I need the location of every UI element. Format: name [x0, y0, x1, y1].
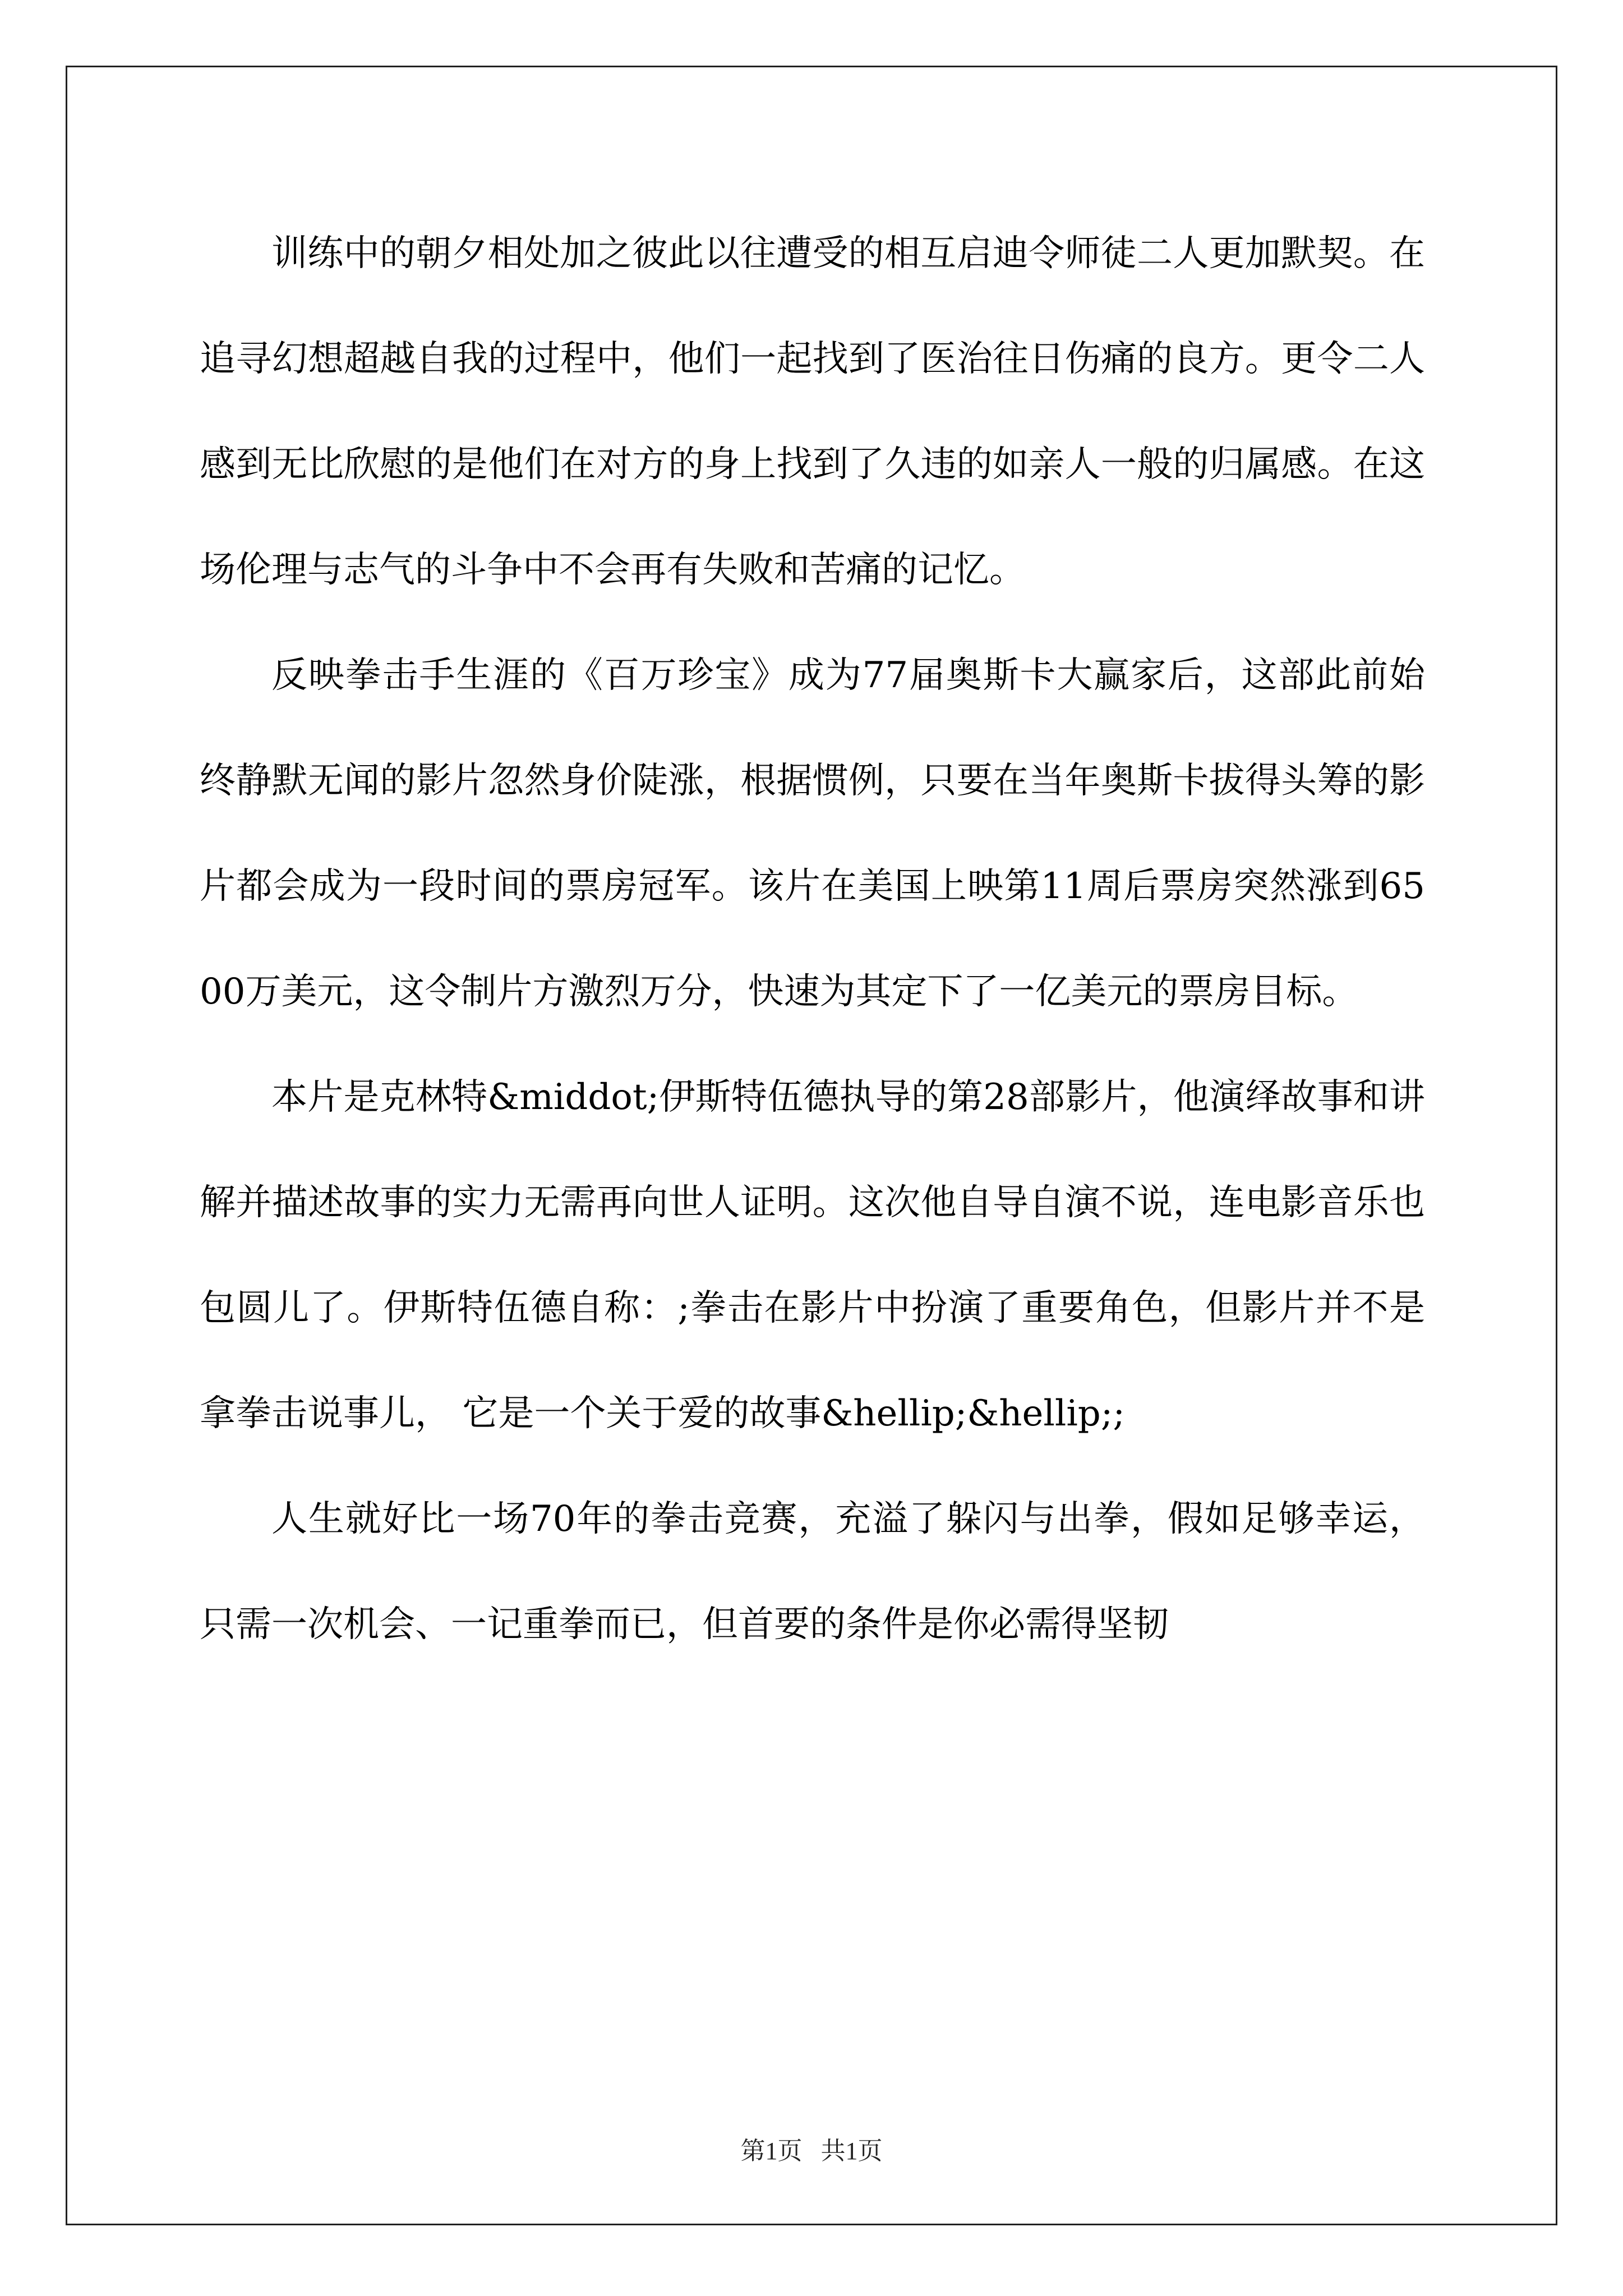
paragraph: 训练中的朝夕相处加之彼此以往遭受的相互启迪令师徒二人更加默契。在追寻幻想超越自我的过程中，他们一起找到了医治往日伤痛的良方。更令二人感到无比欣慰的是他们在对方的身上找到了久违的如亲人一般的归属感。在这场伦理与志气的斗争中不会再有失败和苦痛的记忆。 [200, 233, 1425, 591]
paragraph: 人生就好比一场70年的拳击竞赛，充溢了躲闪与出拳，假如足够幸运，只需一次机会、一记重拳而已，但首要的条件是你必需得坚韧 [200, 1498, 1425, 1645]
paragraph: 本片是克林特&middot;伊斯特伍德执导的第28部影片，他演绎故事和讲解并描述故事的实力无需再向世人证明。这次他自导自演不说，连电影音乐也包圆儿了。伊斯特伍德自称：;拳击在影片中扮演了重要角色，但影片并不是拿拳击说事儿， 它是一个关于爱的故事&hellip;&hellip;; [200, 1076, 1425, 1434]
document-body [200, 201, 1425, 1677]
page-number: 第1页 共1页 [740, 2137, 883, 2165]
paragraph: 反映拳击手生涯的《百万珍宝》成为77届奥斯卡大赢家后，这部此前始终静默无闻的影片忽然身价陡涨，根据惯例，只要在当年奥斯卡拔得头筹的影片都会成为一段时间的票房冠军。该片在美国上映第11周后票房突然涨到6500万美元，这令制片方激烈万分，快速为其定下了一亿美元的票房目标。 [200, 655, 1425, 1013]
